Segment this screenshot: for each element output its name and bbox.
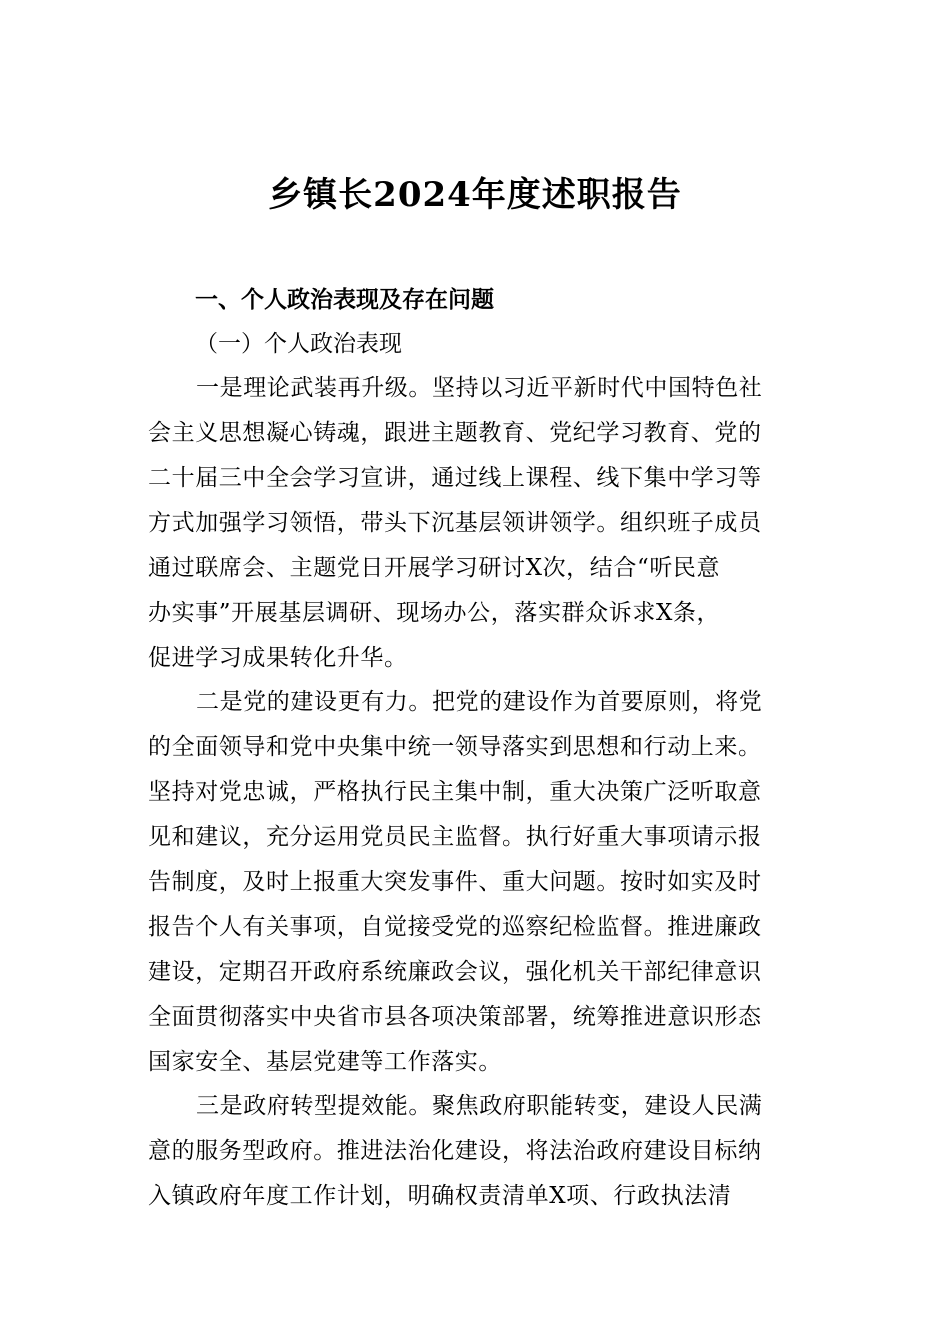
paragraph-line: 方式加强学习领悟，带头下沉基层领讲领学。组织班子成员 xyxy=(148,510,762,536)
paragraph-line: 见和建议，充分运用党员民主监督。执行好重大事项请示报 xyxy=(148,824,762,850)
paragraph-line: 报告个人有关事项，自觉接受党的巡察纪检监督。推进廉政 xyxy=(148,914,762,940)
paragraph-party-building xyxy=(148,680,810,1085)
paragraph-line: 三是政府转型提效能。聚焦政府职能转变，建设人民满 xyxy=(196,1093,763,1119)
paragraph-line: 全面贯彻落实中央省市县各项决策部署，统筹推进意识形态 xyxy=(148,1004,762,1030)
document-title: 乡镇长2024年度述职报告 xyxy=(268,175,682,215)
paragraph-line: 会主义思想凝心铸魂，跟进主题教育、党纪学习教育、党的 xyxy=(148,420,762,446)
paragraph-line: 意的服务型政府。推进法治化建设，将法治政府建设目标纳 xyxy=(148,1138,762,1164)
paragraph-theory xyxy=(148,366,810,681)
paragraph-line: 告制度，及时上报重大突发事件、重大问题。按时如实及时 xyxy=(148,869,762,895)
subsection-heading: （一）个人政治表现 xyxy=(195,331,402,357)
paragraph-line: 一是理论武装再升级。坚持以习近平新时代中国特色社 xyxy=(196,375,763,401)
paragraph-line: 通过联席会、主题党日开展学习研讨X次，结合“听民意 xyxy=(148,555,721,581)
section-heading: 一、个人政治表现及存在问题 xyxy=(195,286,494,313)
paragraph-line: 入镇政府年度工作计划，明确权责清单X项、行政执法清 xyxy=(148,1183,732,1209)
paragraph-line: 坚持对党忠诚，严格执行民主集中制，重大决策广泛听取意 xyxy=(148,779,762,805)
paragraph-line: 二是党的建设更有力。把党的建设作为首要原则，将党 xyxy=(196,689,763,715)
paragraph-line: 国家安全、基层党建等工作落实。 xyxy=(148,1049,502,1075)
paragraph-government xyxy=(148,1084,810,1219)
paragraph-line: 办实事”开展基层调研、现场办公，落实群众诉求X条， xyxy=(148,600,721,626)
paragraph-line: 建设，定期召开政府系统廉政会议，强化机关干部纪律意识 xyxy=(148,959,762,985)
paragraph-line: 促进学习成果转化升华。 xyxy=(148,645,408,671)
paragraph-line: 二十届三中全会学习宣讲，通过线上课程、线下集中学习等 xyxy=(148,465,762,491)
paragraph-line: 的全面领导和党中央集中统一领导落实到思想和行动上来。 xyxy=(148,734,762,760)
